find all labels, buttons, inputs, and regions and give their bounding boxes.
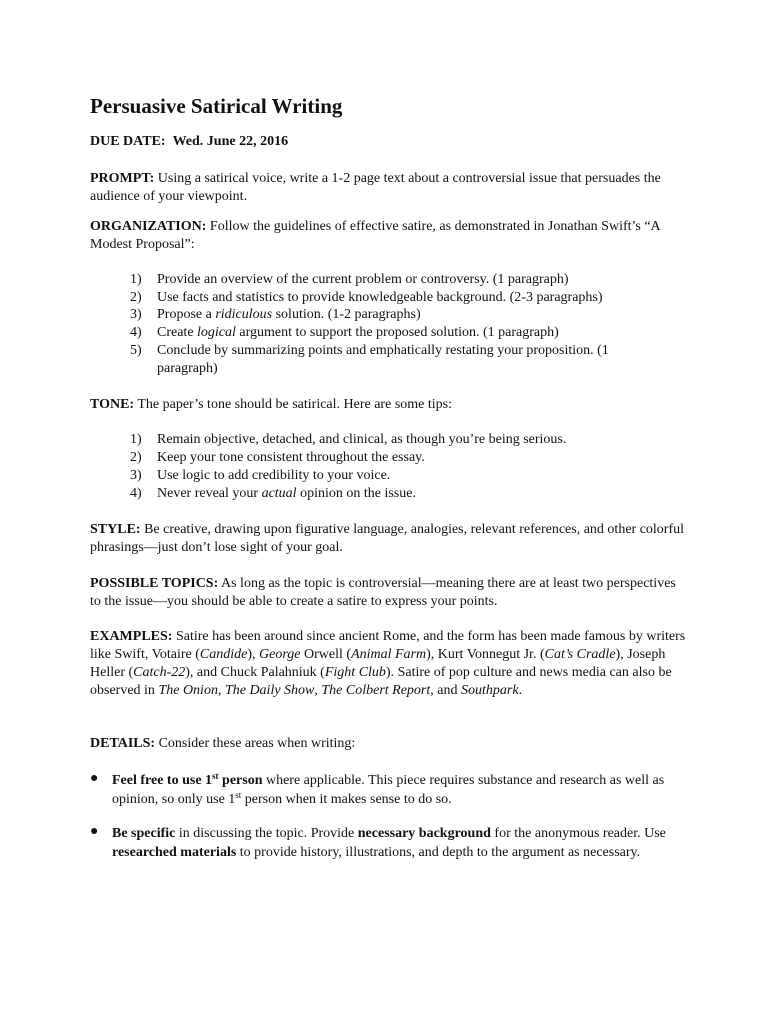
- details-label: DETAILS:: [90, 736, 156, 751]
- organization-section: [90, 218, 690, 254]
- tone-label: TONE:: [90, 397, 135, 412]
- prompt-label: PROMPT:: [90, 171, 155, 186]
- list-number: 2): [130, 450, 142, 465]
- list-number: 1): [130, 272, 142, 287]
- due-date-label: DUE DATE:: [90, 134, 166, 149]
- list-item-text: Use facts and statistics to provide knowledgeable background. (2-3 paragraphs): [157, 290, 603, 305]
- prompt-section: [90, 170, 690, 206]
- list-item-text: Remain objective, detached, and clinical, as though you’re being serious.: [157, 432, 567, 447]
- list-number: 2): [130, 290, 142, 305]
- list-number: 3): [130, 307, 142, 322]
- topics-label: POSSIBLE TOPICS:: [90, 576, 219, 591]
- page-title: Persuasive Satirical Writing: [90, 94, 343, 118]
- list-item-text: Create logical argument to support the proposed solution. (1 paragraph): [157, 325, 559, 340]
- list-item-text: Propose a ridiculous solution. (1-2 paragraphs): [157, 307, 421, 322]
- details-bullet-1: Feel free to use 1st person where applicable. This piece requires substance and research as well as opinion, so only use 1st person when it makes sense to do so.: [112, 771, 665, 807]
- list-item-text: Keep your tone consistent throughout the essay.: [157, 450, 425, 465]
- prompt-text: Using a satirical voice, write a 1-2 page text about a controversial issue that persuades the audience of your viewpoint.: [90, 171, 661, 204]
- bullet-icon: ●: [90, 824, 99, 839]
- examples-text: Satire has been around since ancient Rome, and the form has been made famous by writers like Swift, Votaire (Candide), George Orwell (Animal Farm), Kurt Vonnegut Jr. (Cat’s Cradle), Joseph Heller (Catch-22), and Chuck Palahniuk (Fight Club). Satire of pop culture and news media can also be observed in The Onion, The Daily Show, The Colbert Report, and Southpark.: [90, 629, 686, 698]
- list-item-text: Provide an overview of the current problem or controversy. (1 paragraph): [157, 272, 569, 287]
- list-number: 4): [130, 486, 142, 501]
- list-number: 4): [130, 325, 142, 340]
- list-item-text: Never reveal your actual opinion on the issue.: [157, 486, 416, 501]
- organization-label: ORGANIZATION:: [90, 219, 207, 234]
- details-text: Consider these areas when writing:: [158, 736, 356, 751]
- list-number: 3): [130, 468, 142, 483]
- list-number: 1): [130, 432, 142, 447]
- examples-label: EXAMPLES:: [90, 629, 173, 644]
- details-section: [90, 735, 690, 753]
- organization-text: Follow the guidelines of effective satire, as demonstrated in Jonathan Swift’s “A Modest Proposal”:: [90, 219, 660, 252]
- list-item-text: Conclude by summarizing points and emphatically restating your proposition. (1 paragraph): [157, 343, 609, 376]
- style-text: Be creative, drawing upon figurative language, analogies, relevant references, and other colorful phrasings—just don’t lose sight of your goal.: [90, 522, 685, 555]
- list-item-text: Use logic to add credibility to your voice.: [157, 468, 391, 483]
- list-number: 5): [130, 343, 142, 358]
- topics-section: [90, 575, 690, 611]
- tone-text: The paper’s tone should be satirical. Here are some tips:: [137, 397, 452, 412]
- bullet-icon: ●: [90, 771, 99, 786]
- tone-section: [90, 396, 690, 414]
- style-section: [90, 521, 690, 557]
- details-bullet-2: Be specific in discussing the topic. Provide necessary background for the anonymous reader. Use researched materials to provide history, illustrations, and depth to the argument as necessary.: [112, 826, 666, 860]
- due-date-value: Wed. June 22, 2016: [172, 134, 289, 149]
- examples-section: [90, 628, 690, 700]
- due-date: [90, 133, 690, 151]
- topics-text: As long as the topic is controversial—meaning there are at least two perspectives to the issue—you should be able to create a satire to express your points.: [90, 576, 676, 609]
- style-label: STYLE:: [90, 522, 141, 537]
